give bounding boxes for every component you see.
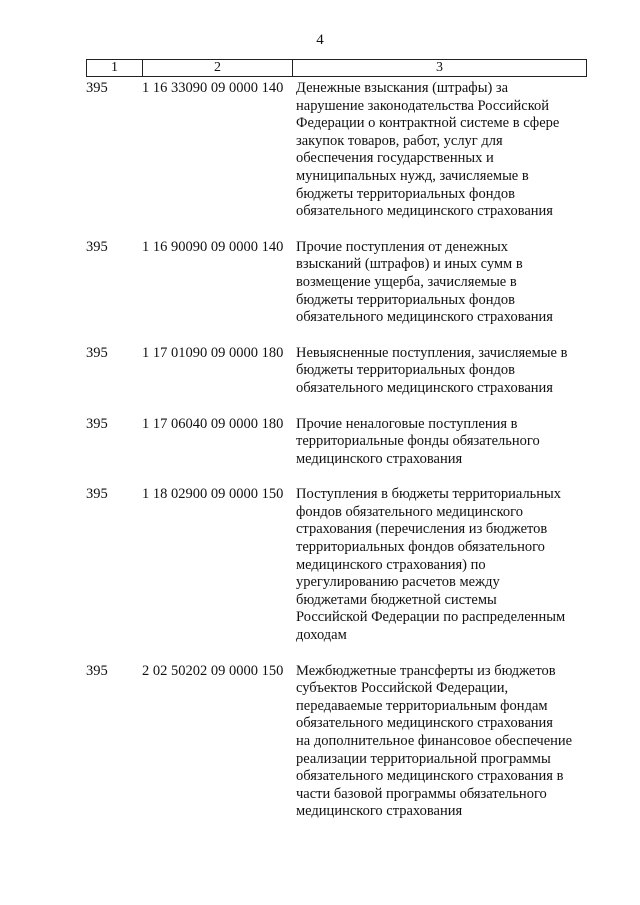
revenue-description: Прочие поступления от денежных взысканий (штрафов) и иных сумм в возмещение ущерба, зачисляемые в бюджеты территориальных фондов обязательного медицинского страхования: [296, 238, 553, 326]
budget-classification-code: 1 17 01090 09 0000 180: [142, 344, 284, 361]
table-row: [86, 80, 596, 221]
table-row: [86, 239, 596, 327]
budget-classification-code: 1 18 02900 09 0000 150: [142, 486, 284, 503]
header-col-2: 2: [143, 60, 293, 76]
budget-classification-code: 1 16 90090 09 0000 140: [142, 238, 284, 255]
page-number: 4: [316, 32, 324, 48]
admin-code: 395: [86, 486, 108, 503]
budget-classification-code: 2 02 50202 09 0000 150: [142, 662, 284, 679]
revenue-description: Межбюджетные трансферты из бюджетов субъектов Российской Федерации, передаваемые территориальным фондам обязательного медицинского страхования на дополнительное финансовое обеспечение реализации территориальной программы обязательного медицинского страхования в части базовой программы обязательного медицинского страхования: [296, 662, 573, 820]
admin-code: 395: [86, 662, 108, 679]
revenue-description: Прочие неналоговые поступления в территориальные фонды обязательного медицинского страхования: [296, 415, 540, 467]
table-header: [86, 59, 587, 77]
table-row: [86, 345, 596, 398]
revenue-description: Невыясненные поступления, зачисляемые в бюджеты территориальных фондов обязательного медицинского страхования: [296, 344, 568, 396]
header-col-3: 3: [436, 60, 443, 75]
admin-code: 395: [86, 80, 108, 96]
admin-code: 395: [86, 344, 108, 361]
admin-code: 395: [86, 238, 108, 255]
table-row: [86, 416, 596, 469]
revenue-description: Поступления в бюджеты территориальных фондов обязательного медицинского страхования (перечисления из бюджетов территориальных фондов обязательного медицинского страхования) по урегулированию расчетов между бюджетами бюджетной системы Российской Федерации по распределенным доходам: [296, 486, 566, 644]
budget-classification-code: 1 17 06040 09 0000 180: [142, 415, 284, 432]
header-col-1: 1: [87, 60, 143, 76]
table-row: [86, 663, 596, 821]
admin-code: 395: [86, 415, 108, 432]
table-row: [86, 486, 596, 644]
revenue-description: Денежные взыскания (штрафы) за нарушение законодательства Российской Федерации о контрактной системе в сфере закупок товаров, работ, услуг для обеспечения государственных и муниципальных нужд, зачисляемые в бюджеты территориальных фондов обязательного медицинского страхования: [296, 80, 560, 220]
table-body: [86, 80, 596, 839]
budget-classification-code: 1 16 33090 09 0000 140: [142, 80, 284, 96]
